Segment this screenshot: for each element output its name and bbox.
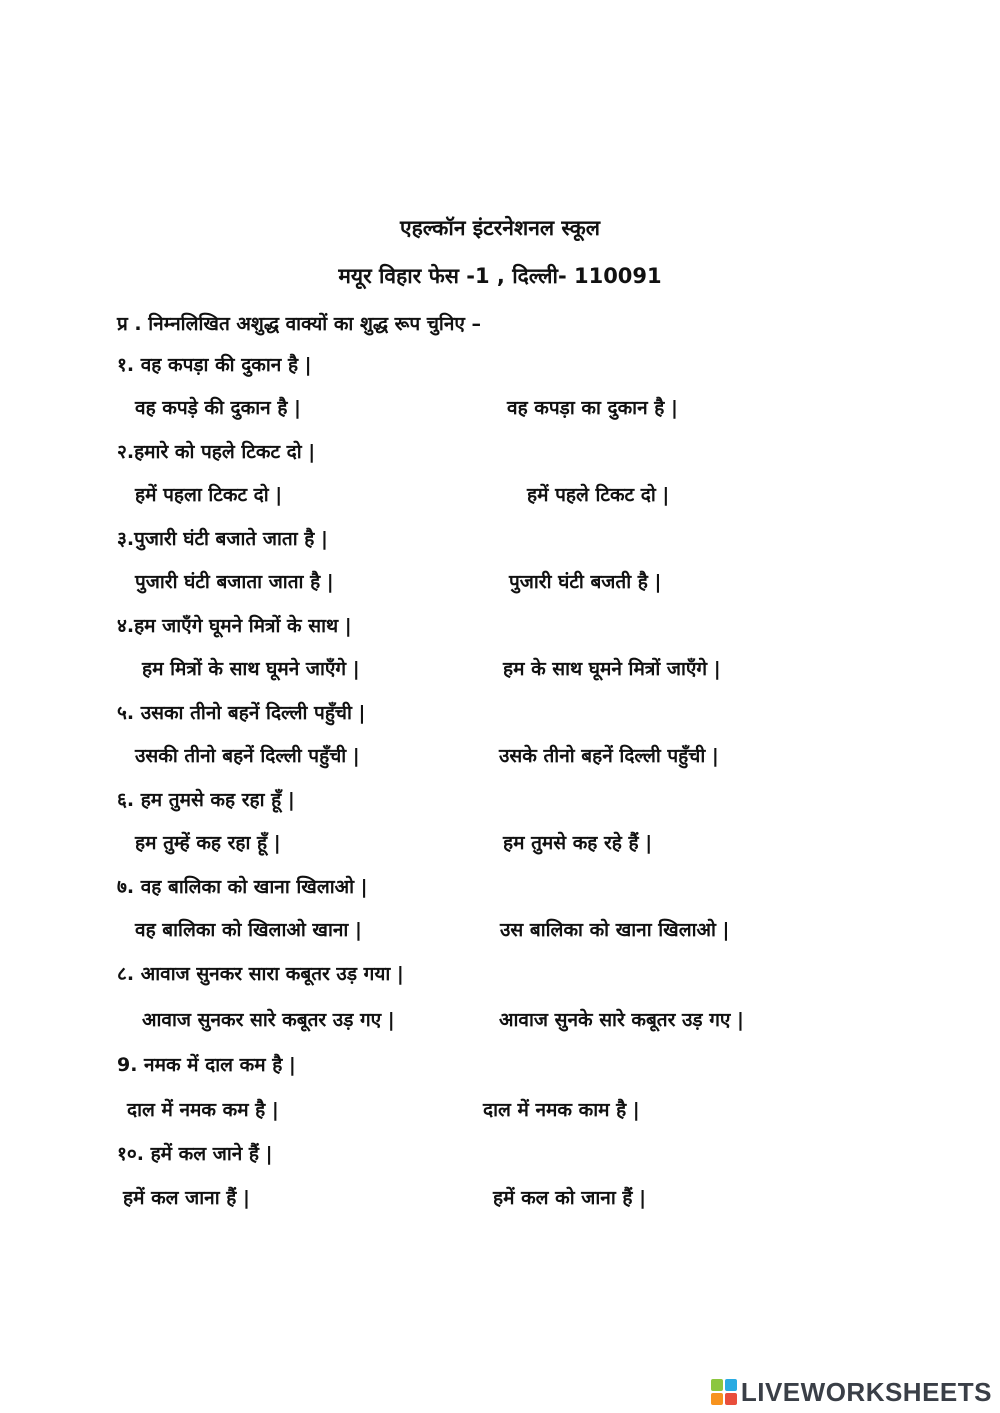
- liveworksheets-logo-icon: [711, 1379, 737, 1405]
- question-1: १. वह कपड़ा की दुकान है |: [117, 354, 312, 376]
- question-4-option-a[interactable]: हम मित्रों के साथ घूमने जाएँगे |: [142, 658, 360, 680]
- instruction: प्र . निम्नलिखित अशुद्ध वाक्यों का शुद्ध रूप चुनिए –: [117, 313, 481, 335]
- question-9-option-a[interactable]: दाल में नमक कम है |: [127, 1099, 279, 1121]
- question-2: २.हमारे को पहले टिकट दो |: [117, 441, 316, 463]
- question-9: 9. नमक में दाल कम है |: [117, 1054, 296, 1076]
- question-3: ३.पुजारी घंटी बजाते जाता है |: [117, 528, 328, 550]
- question-7-option-b[interactable]: उस बालिका को खाना खिलाओ |: [500, 919, 730, 941]
- question-3-option-a[interactable]: पुजारी घंटी बजाता जाता है |: [135, 571, 334, 593]
- question-1-option-b[interactable]: वह कपड़ा का दुकान है |: [507, 397, 678, 419]
- liveworksheets-branding: [711, 1377, 992, 1407]
- question-10-option-a[interactable]: हमें कल जाना हैं |: [123, 1187, 250, 1209]
- question-8-option-b[interactable]: आवाज सुनके सारे कबूतर उड़ गए |: [499, 1009, 744, 1031]
- question-6: ६. हम तुमसे कह रहा हूँ |: [117, 789, 295, 811]
- school-name: एहल्कॉन इंटरनेशनल स्कूल: [400, 216, 600, 240]
- question-10-option-b[interactable]: हमें कल को जाना हैं |: [493, 1187, 647, 1209]
- question-5: ५. उसका तीनो बहनें दिल्ली पहुँची |: [117, 702, 366, 724]
- question-2-option-b[interactable]: हमें पहले टिकट दो |: [527, 484, 670, 506]
- question-6-option-a[interactable]: हम तुम्हें कह रहा हूँ |: [135, 832, 281, 854]
- question-1-option-a[interactable]: वह कपड़े की दुकान है |: [135, 397, 301, 419]
- question-7: ७. वह बालिका को खाना खिलाओ |: [117, 876, 368, 898]
- question-7-option-a[interactable]: वह बालिका को खिलाओ खाना |: [135, 919, 362, 941]
- question-5-option-a[interactable]: उसकी तीनो बहनें दिल्ली पहुँची |: [135, 745, 360, 767]
- question-4-option-b[interactable]: हम के साथ घूमने मित्रों जाएँगे |: [503, 658, 721, 680]
- school-address: मयूर विहार फेस -1 , दिल्ली- 110091: [338, 264, 662, 288]
- question-9-option-b[interactable]: दाल में नमक काम है |: [483, 1099, 640, 1121]
- question-4: ४.हम जाएँगे घूमने मित्रों के साथ |: [117, 615, 352, 637]
- question-8: ८. आवाज सुनकर सारा कबूतर उड़ गया |: [117, 963, 404, 985]
- question-6-option-b[interactable]: हम तुमसे कह रहे हैं |: [503, 832, 653, 854]
- question-10: १०. हमें कल जाने हैं |: [117, 1143, 273, 1165]
- brand-name: LIVEWORKSHEETS: [740, 1376, 992, 1407]
- question-8-option-a[interactable]: आवाज सुनकर सारे कबूतर उड़ गए |: [142, 1009, 395, 1031]
- question-5-option-b[interactable]: उसके तीनो बहनें दिल्ली पहुँची |: [499, 745, 719, 767]
- question-2-option-a[interactable]: हमें पहला टिकट दो |: [135, 484, 283, 506]
- question-3-option-b[interactable]: पुजारी घंटी बजती है |: [509, 571, 662, 593]
